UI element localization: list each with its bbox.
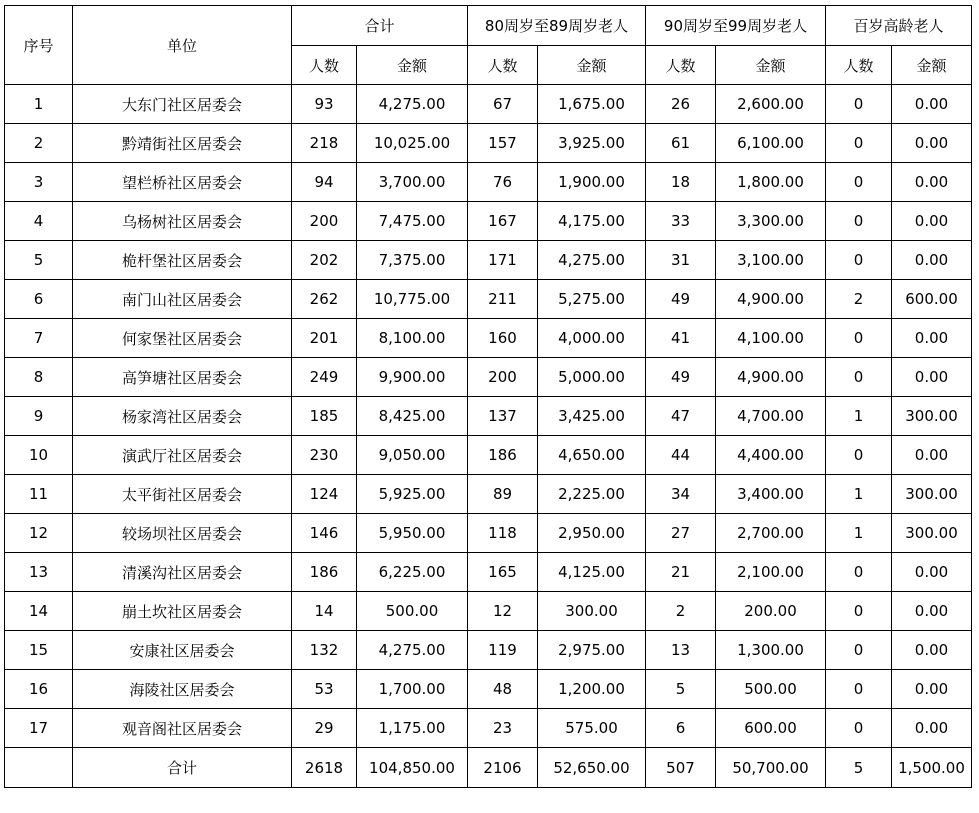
cell-age100-amount: 600.00 <box>892 280 972 319</box>
cell-total-people: 94 <box>292 163 357 202</box>
table-row <box>5 709 972 748</box>
cell-total-amount: 5,950.00 <box>357 514 468 553</box>
cell-unit: 黔靖街社区居委会 <box>73 124 292 163</box>
table-row <box>5 358 972 397</box>
cell-age90-amount: 6,100.00 <box>716 124 826 163</box>
cell-total-people: 53 <box>292 670 357 709</box>
cell-age90-people: 6 <box>646 709 716 748</box>
cell-total-amount: 1,175.00 <box>357 709 468 748</box>
cell-age90-amount: 600.00 <box>716 709 826 748</box>
cell-age80-amount: 2,225.00 <box>538 475 646 514</box>
cell-total-amount: 500.00 <box>357 592 468 631</box>
cell-age80-people: 171 <box>468 241 538 280</box>
cell-age90-amount: 200.00 <box>716 592 826 631</box>
cell-age90-amount: 3,100.00 <box>716 241 826 280</box>
total-cell-age80-amount: 52,650.00 <box>538 748 646 788</box>
cell-age80-amount: 5,275.00 <box>538 280 646 319</box>
cell-age90-amount: 4,900.00 <box>716 280 826 319</box>
cell-total-amount: 9,900.00 <box>357 358 468 397</box>
cell-unit: 安康社区居委会 <box>73 631 292 670</box>
total-row <box>5 748 972 788</box>
cell-age90-amount: 2,600.00 <box>716 85 826 124</box>
table-row <box>5 163 972 202</box>
table-row <box>5 553 972 592</box>
cell-age100-people: 1 <box>826 475 892 514</box>
cell-seq: 11 <box>5 475 73 514</box>
cell-seq: 2 <box>5 124 73 163</box>
cell-total-amount: 1,700.00 <box>357 670 468 709</box>
cell-age90-people: 49 <box>646 280 716 319</box>
total-cell-age90-people: 507 <box>646 748 716 788</box>
subsidy-table <box>4 5 972 788</box>
cell-total-amount: 8,425.00 <box>357 397 468 436</box>
header-80-people: 人数 <box>468 46 538 85</box>
cell-total-amount: 4,275.00 <box>357 85 468 124</box>
cell-total-amount: 7,475.00 <box>357 202 468 241</box>
cell-age90-amount: 500.00 <box>716 670 826 709</box>
total-cell-age80-people: 2106 <box>468 748 538 788</box>
table-row <box>5 436 972 475</box>
cell-total-people: 185 <box>292 397 357 436</box>
cell-seq: 12 <box>5 514 73 553</box>
cell-unit: 乌杨树社区居委会 <box>73 202 292 241</box>
cell-total-amount: 6,225.00 <box>357 553 468 592</box>
cell-unit: 海陵社区居委会 <box>73 670 292 709</box>
total-cell-age90-amount: 50,700.00 <box>716 748 826 788</box>
cell-age100-amount: 0.00 <box>892 436 972 475</box>
cell-unit: 大东门社区居委会 <box>73 85 292 124</box>
cell-unit: 观音阁社区居委会 <box>73 709 292 748</box>
header-80-amount: 金额 <box>538 46 646 85</box>
header-90-amount: 金额 <box>716 46 826 85</box>
cell-age100-amount: 0.00 <box>892 319 972 358</box>
table-row <box>5 670 972 709</box>
cell-seq: 5 <box>5 241 73 280</box>
cell-total-people: 202 <box>292 241 357 280</box>
cell-age90-amount: 4,900.00 <box>716 358 826 397</box>
table-row <box>5 202 972 241</box>
cell-age90-amount: 1,800.00 <box>716 163 826 202</box>
total-cell-total-people: 2618 <box>292 748 357 788</box>
cell-seq: 9 <box>5 397 73 436</box>
cell-total-amount: 5,925.00 <box>357 475 468 514</box>
table-row <box>5 397 972 436</box>
cell-age80-people: 119 <box>468 631 538 670</box>
cell-age80-amount: 5,000.00 <box>538 358 646 397</box>
cell-total-amount: 10,775.00 <box>357 280 468 319</box>
cell-age90-people: 2 <box>646 592 716 631</box>
total-cell-total-amount: 104,850.00 <box>357 748 468 788</box>
table-row <box>5 241 972 280</box>
header-90-people: 人数 <box>646 46 716 85</box>
cell-age100-amount: 300.00 <box>892 475 972 514</box>
cell-total-amount: 8,100.00 <box>357 319 468 358</box>
cell-unit: 南门山社区居委会 <box>73 280 292 319</box>
cell-total-people: 201 <box>292 319 357 358</box>
cell-total-people: 14 <box>292 592 357 631</box>
cell-age90-people: 49 <box>646 358 716 397</box>
cell-total-amount: 3,700.00 <box>357 163 468 202</box>
cell-age80-people: 12 <box>468 592 538 631</box>
cell-age90-people: 47 <box>646 397 716 436</box>
cell-age100-people: 0 <box>826 670 892 709</box>
cell-age100-people: 0 <box>826 202 892 241</box>
total-cell-seq <box>5 748 73 788</box>
cell-age100-people: 0 <box>826 124 892 163</box>
table-row <box>5 631 972 670</box>
cell-seq: 14 <box>5 592 73 631</box>
cell-age100-amount: 0.00 <box>892 241 972 280</box>
cell-unit: 高笋塘社区居委会 <box>73 358 292 397</box>
cell-age80-amount: 4,000.00 <box>538 319 646 358</box>
cell-age80-people: 48 <box>468 670 538 709</box>
cell-age80-amount: 2,950.00 <box>538 514 646 553</box>
cell-age90-amount: 3,400.00 <box>716 475 826 514</box>
cell-age80-amount: 3,425.00 <box>538 397 646 436</box>
total-cell-age100-amount: 1,500.00 <box>892 748 972 788</box>
total-cell-age100-people: 5 <box>826 748 892 788</box>
header-age-90-99: 90周岁至99周岁老人 <box>646 6 826 46</box>
cell-seq: 15 <box>5 631 73 670</box>
cell-seq: 16 <box>5 670 73 709</box>
cell-age100-people: 1 <box>826 397 892 436</box>
cell-age100-people: 0 <box>826 436 892 475</box>
cell-unit: 太平街社区居委会 <box>73 475 292 514</box>
cell-unit: 杨家湾社区居委会 <box>73 397 292 436</box>
table-row <box>5 319 972 358</box>
cell-age80-people: 89 <box>468 475 538 514</box>
cell-age100-amount: 0.00 <box>892 553 972 592</box>
cell-age100-people: 0 <box>826 592 892 631</box>
cell-seq: 7 <box>5 319 73 358</box>
cell-age100-people: 0 <box>826 85 892 124</box>
cell-age90-people: 33 <box>646 202 716 241</box>
cell-age80-amount: 4,275.00 <box>538 241 646 280</box>
cell-age80-amount: 2,975.00 <box>538 631 646 670</box>
cell-seq: 3 <box>5 163 73 202</box>
cell-seq: 10 <box>5 436 73 475</box>
table-row <box>5 514 972 553</box>
cell-age90-people: 5 <box>646 670 716 709</box>
cell-seq: 6 <box>5 280 73 319</box>
cell-seq: 8 <box>5 358 73 397</box>
cell-age80-people: 160 <box>468 319 538 358</box>
cell-unit: 清溪沟社区居委会 <box>73 553 292 592</box>
cell-age90-people: 13 <box>646 631 716 670</box>
cell-age100-people: 0 <box>826 709 892 748</box>
header-unit: 单位 <box>73 6 292 85</box>
cell-age80-people: 200 <box>468 358 538 397</box>
cell-total-amount: 10,025.00 <box>357 124 468 163</box>
cell-seq: 1 <box>5 85 73 124</box>
total-cell-unit: 合计 <box>73 748 292 788</box>
cell-total-people: 230 <box>292 436 357 475</box>
header-row-1 <box>5 6 972 46</box>
cell-age100-people: 0 <box>826 358 892 397</box>
cell-total-people: 200 <box>292 202 357 241</box>
cell-total-people: 249 <box>292 358 357 397</box>
table-row <box>5 280 972 319</box>
cell-age90-amount: 4,100.00 <box>716 319 826 358</box>
cell-age90-amount: 2,700.00 <box>716 514 826 553</box>
cell-total-people: 132 <box>292 631 357 670</box>
cell-age80-amount: 3,925.00 <box>538 124 646 163</box>
cell-age80-people: 157 <box>468 124 538 163</box>
cell-total-people: 186 <box>292 553 357 592</box>
cell-seq: 4 <box>5 202 73 241</box>
header-total-people: 人数 <box>292 46 357 85</box>
cell-seq: 17 <box>5 709 73 748</box>
cell-age100-amount: 300.00 <box>892 397 972 436</box>
cell-age80-amount: 4,125.00 <box>538 553 646 592</box>
header-total-amount: 金额 <box>357 46 468 85</box>
cell-age90-amount: 4,700.00 <box>716 397 826 436</box>
cell-age100-amount: 0.00 <box>892 670 972 709</box>
header-age-100: 百岁高龄老人 <box>826 6 972 46</box>
cell-age80-people: 211 <box>468 280 538 319</box>
cell-age90-people: 44 <box>646 436 716 475</box>
cell-total-people: 124 <box>292 475 357 514</box>
cell-total-people: 29 <box>292 709 357 748</box>
cell-age100-people: 0 <box>826 319 892 358</box>
cell-age100-people: 1 <box>826 514 892 553</box>
cell-age90-amount: 4,400.00 <box>716 436 826 475</box>
cell-age80-people: 186 <box>468 436 538 475</box>
table-row <box>5 85 972 124</box>
cell-unit: 演武厅社区居委会 <box>73 436 292 475</box>
cell-age80-people: 23 <box>468 709 538 748</box>
cell-unit: 何家堡社区居委会 <box>73 319 292 358</box>
cell-total-people: 146 <box>292 514 357 553</box>
cell-age90-amount: 3,300.00 <box>716 202 826 241</box>
cell-age100-people: 0 <box>826 241 892 280</box>
cell-age80-people: 165 <box>468 553 538 592</box>
cell-age80-amount: 4,175.00 <box>538 202 646 241</box>
cell-age90-amount: 2,100.00 <box>716 553 826 592</box>
cell-age80-people: 67 <box>468 85 538 124</box>
cell-age100-amount: 0.00 <box>892 709 972 748</box>
header-age-80-89: 80周岁至89周岁老人 <box>468 6 646 46</box>
cell-total-amount: 4,275.00 <box>357 631 468 670</box>
cell-age80-people: 167 <box>468 202 538 241</box>
cell-age80-amount: 575.00 <box>538 709 646 748</box>
cell-unit: 桅杆堡社区居委会 <box>73 241 292 280</box>
cell-age90-people: 21 <box>646 553 716 592</box>
cell-age100-amount: 0.00 <box>892 631 972 670</box>
cell-age80-amount: 1,900.00 <box>538 163 646 202</box>
cell-unit: 较场坝社区居委会 <box>73 514 292 553</box>
header-seq: 序号 <box>5 6 73 85</box>
cell-age100-people: 2 <box>826 280 892 319</box>
cell-seq: 13 <box>5 553 73 592</box>
cell-age80-amount: 1,200.00 <box>538 670 646 709</box>
cell-age90-people: 27 <box>646 514 716 553</box>
cell-age90-people: 18 <box>646 163 716 202</box>
cell-age90-amount: 1,300.00 <box>716 631 826 670</box>
cell-age100-amount: 0.00 <box>892 124 972 163</box>
cell-age100-amount: 0.00 <box>892 592 972 631</box>
header-total: 合计 <box>292 6 468 46</box>
cell-age80-amount: 1,675.00 <box>538 85 646 124</box>
cell-age90-people: 31 <box>646 241 716 280</box>
cell-age100-people: 0 <box>826 163 892 202</box>
cell-age80-people: 118 <box>468 514 538 553</box>
header-100-amount: 金额 <box>892 46 972 85</box>
cell-age100-people: 0 <box>826 631 892 670</box>
cell-unit: 望栏桥社区居委会 <box>73 163 292 202</box>
cell-age100-amount: 0.00 <box>892 202 972 241</box>
cell-age100-amount: 300.00 <box>892 514 972 553</box>
table-row <box>5 592 972 631</box>
cell-age90-people: 34 <box>646 475 716 514</box>
cell-age100-amount: 0.00 <box>892 85 972 124</box>
cell-age100-people: 0 <box>826 553 892 592</box>
cell-total-amount: 9,050.00 <box>357 436 468 475</box>
header-100-people: 人数 <box>826 46 892 85</box>
cell-total-amount: 7,375.00 <box>357 241 468 280</box>
cell-age80-people: 137 <box>468 397 538 436</box>
cell-age90-people: 26 <box>646 85 716 124</box>
table-body <box>5 6 972 788</box>
cell-age100-amount: 0.00 <box>892 163 972 202</box>
cell-total-people: 262 <box>292 280 357 319</box>
cell-total-people: 93 <box>292 85 357 124</box>
cell-total-people: 218 <box>292 124 357 163</box>
cell-age90-people: 61 <box>646 124 716 163</box>
cell-unit: 崩土坎社区居委会 <box>73 592 292 631</box>
cell-age80-people: 76 <box>468 163 538 202</box>
cell-age80-amount: 300.00 <box>538 592 646 631</box>
cell-age100-amount: 0.00 <box>892 358 972 397</box>
cell-age90-people: 41 <box>646 319 716 358</box>
cell-age80-amount: 4,650.00 <box>538 436 646 475</box>
table-row <box>5 475 972 514</box>
table-row <box>5 124 972 163</box>
